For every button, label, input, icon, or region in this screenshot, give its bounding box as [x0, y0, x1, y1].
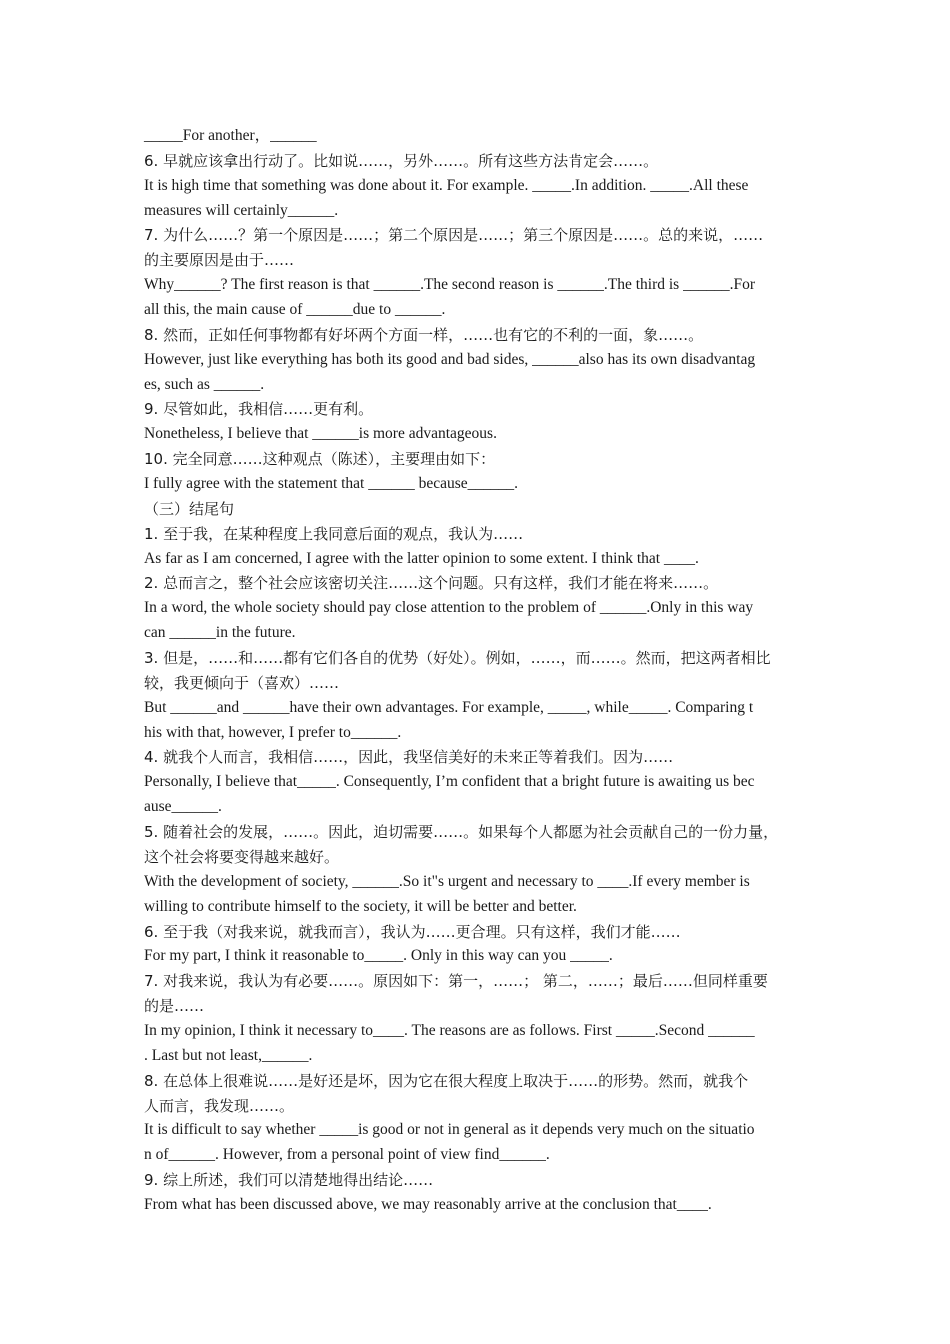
- text-line: 较，我更倾向于（喜欢）……: [144, 673, 340, 692]
- text-line: As far as I am concerned, I agree with the latter opinion to some extent. I think that ____.: [144, 549, 699, 567]
- text-line: However, just like everything has both its good and bad sides, ______also has its own disadvantag: [144, 350, 756, 368]
- text-line: Personally, I believe that_____. Consequently, I’m confident that a bright future is awaiting us bec: [144, 773, 755, 791]
- text-line: n of______. However, from a personal point of view find______.: [144, 1146, 550, 1164]
- text-line: 8. 在总体上很难说……是好还是坏，因为它在很大程度上取决于……的形势。然而，就我个: [144, 1071, 749, 1090]
- text-line: In a word, the whole society should pay close attention to the problem of ______.Only in this way: [144, 599, 754, 617]
- text-line: 3. 但是，……和……都有它们各自的优势（好处）。例如，……，而……。然而，把这两者相比: [144, 649, 771, 668]
- text-line: 4. 就我个人而言，我相信……，因此，我坚信美好的未来正等着我们。因为……: [144, 748, 674, 767]
- text-line: his with that, however, I prefer to______.: [144, 723, 402, 741]
- text-line: With the development of society, ______.So it"s urgent and necessary to ____.If every member is: [144, 872, 750, 890]
- text-line: _____For another，______: [144, 127, 317, 144]
- text-line: ause______.: [144, 798, 222, 816]
- text-line: . Last but not least,______.: [144, 1046, 313, 1064]
- text-line: 的主要原因是由于……: [144, 251, 295, 270]
- text-line: 人而言，我发现……。: [144, 1096, 295, 1115]
- text-line: 9. 综上所述，我们可以清楚地得出结论……: [144, 1171, 434, 1190]
- text-line: For my part, I think it reasonable to_____. Only in this way can you _____.: [144, 947, 613, 965]
- text-line: It is difficult to say whether _____is good or not in general as it depends very much on the situatio: [144, 1121, 755, 1139]
- text-line: 这个社会将要变得越来越好。: [144, 847, 340, 866]
- text-line: 2. 总而言之，整个社会应该密切关注……这个问题。只有这样，我们才能在将来……。: [144, 574, 719, 593]
- text-line: 5. 随着社会的发展，……。因此，迫切需要……。如果每个人都愿为社会贡献自己的一份力量，: [144, 823, 779, 842]
- text-line: 6. 至于我（对我来说，就我而言），我认为……更合理。只有这样，我们才能……: [144, 922, 681, 941]
- text-line: can ______in the future.: [144, 624, 296, 642]
- text-line: 6. 早就应该拿出行动了。比如说……，另外……。所有这些方法肯定会……。: [144, 151, 659, 170]
- text-line: 7. 对我来说，我认为有必要……。原因如下：第一，……； 第二，……；最后……但同样重要: [144, 972, 768, 991]
- text-line: Why______? The first reason is that ______.The second reason is ______.The third is ______.For: [144, 276, 756, 294]
- text-line: 1. 至于我，在某种程度上我同意后面的观点，我认为……: [144, 524, 524, 543]
- text-line: 10. 完全同意……这种观点（陈述），主要理由如下：: [144, 450, 496, 469]
- text-line: Nonetheless, I believe that ______is more advantageous.: [144, 425, 497, 443]
- document-body: [144, 124, 816, 1218]
- text-line: It is high time that something was done about it. For example. _____.In addition. _____.All these: [144, 176, 749, 194]
- text-line: measures will certainly______.: [144, 201, 339, 219]
- text-line: But ______and ______have their own advantages. For example, _____, while_____. Comparing t: [144, 698, 754, 716]
- text-line: 9. 尽管如此，我相信……更有利。: [144, 400, 374, 419]
- text-line: （三）结尾句: [144, 499, 235, 518]
- text-line: 7. 为什么……？第一个原因是……；第二个原因是……；第三个原因是……。总的来说，……: [144, 226, 764, 245]
- text-line: I fully agree with the statement that ______ because______.: [144, 475, 519, 493]
- text-line: willing to contribute himself to the society, it will be better and better.: [144, 897, 577, 915]
- text-line: From what has been discussed above, we may reasonably arrive at the conclusion that____.: [144, 1195, 712, 1213]
- text-line: es, such as ______.: [144, 375, 265, 393]
- text-line: 的是……: [144, 997, 205, 1016]
- text-line: 8. 然而，正如任何事物都有好坏两个方面一样，……也有它的不利的一面，象……。: [144, 325, 704, 344]
- text-line: In my opinion, I think it necessary to____. The reasons are as follows. First _____.Second ______: [144, 1021, 755, 1039]
- text-line: all this, the main cause of ______due to ______.: [144, 301, 446, 319]
